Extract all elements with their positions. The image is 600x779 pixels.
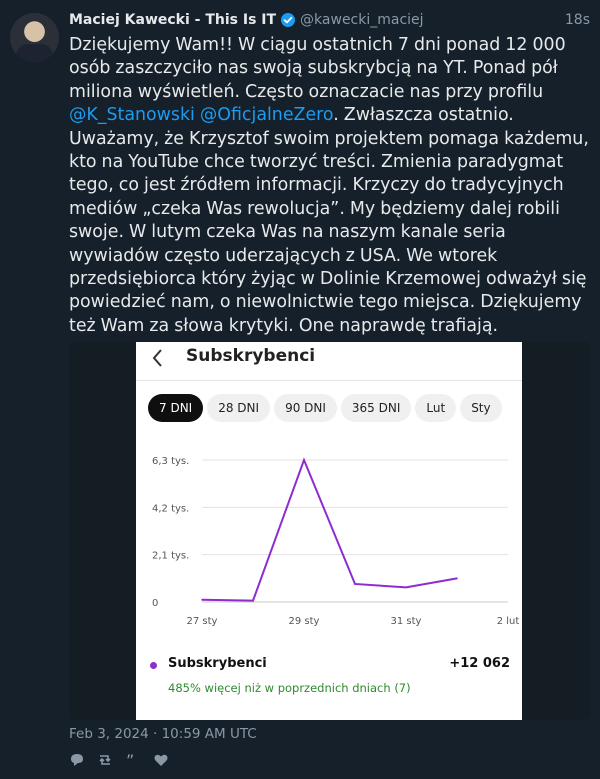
mention-link[interactable]: @OficjalneZero	[199, 105, 334, 126]
data-point	[201, 599, 203, 601]
series-line	[202, 460, 457, 601]
tweet-time[interactable]: 18s	[564, 12, 590, 28]
stat-value: +12 062	[449, 656, 510, 671]
author-name[interactable]: Maciej Kawecki - This Is IT	[69, 12, 277, 28]
data-point	[303, 459, 305, 461]
stat-label: Subskrybenci	[168, 656, 267, 671]
subscribers-chart	[136, 442, 522, 642]
data-point	[252, 600, 254, 602]
tweet-text	[69, 34, 589, 338]
data-point	[456, 578, 458, 580]
back-arrow-icon	[150, 345, 166, 377]
x-tick-label: 29 sty	[288, 616, 320, 627]
tweet-text-part: . Zwłaszcza ostatnio. Uważamy, że Krzysztof swoim projektem pomaga każdemu, kto na YouTube chce tworzyć treści. Zmienia paradygmat tego, co jest źródłem informacji. Krzyczy do tradycyjnych mediów „czeka Was rewolucja”. My będziemy dalej robili swoje. W lutym czeka Was na naszym kanale seria wywiadów często uderzających z USA. We wtorek przedsiębiorca który żyjąc w Dolinie Krzemowej odważył się powiedzieć nam, o niewolnictwie tego miejsca. Dziękujemy też Wam za słowa krytyki. One naprawdę trafiają.	[69, 105, 589, 336]
chip-90-dni: 90 DNI	[274, 394, 337, 422]
x-tick-label: 31 sty	[390, 616, 422, 627]
mention-link[interactable]: @K_Stanowski	[69, 105, 195, 126]
data-point	[405, 587, 407, 589]
y-tick-label: 2,1 tys.	[152, 550, 190, 562]
reply-icon[interactable]	[69, 752, 85, 768]
tweet-text-part: Dziękujemy Wam!! W ciągu ostatnich 7 dni ponad 12 000 osób zaszczyciło nas swoją subskrybcją na YT. Ponad pół miliona wyświetleń. Często oznaczacie nas przy profilu	[69, 35, 566, 102]
tweet-actions	[69, 752, 169, 768]
y-tick-label: 0	[152, 598, 159, 609]
chip-lut: Lut	[415, 394, 456, 422]
stat-comparison: 485% więcej niż w poprzednich dniach (7)	[168, 681, 411, 695]
analytics-screenshot	[136, 342, 522, 720]
x-tick-label: 27 sty	[186, 616, 218, 627]
retweet-icon[interactable]	[97, 752, 113, 768]
svg-text:”: ”	[126, 752, 135, 768]
chip-7-dni: 7 DNI	[148, 394, 203, 422]
series-dot-icon	[150, 662, 157, 669]
stat-row	[148, 656, 510, 676]
chip-28-dni: 28 DNI	[207, 394, 270, 422]
avatar[interactable]	[10, 13, 59, 62]
y-tick-label: 4,2 tys.	[152, 503, 190, 515]
tweet-date[interactable]: Feb 3, 2024 · 10:59 AM UTC	[69, 726, 257, 742]
x-tick-label: 2 lut	[496, 616, 520, 627]
like-icon[interactable]	[153, 752, 169, 768]
card-topbar	[136, 342, 522, 381]
tweet-header	[69, 10, 590, 30]
data-point	[354, 583, 356, 585]
verified-badge-icon	[280, 12, 296, 28]
chip-365-dni: 365 DNI	[341, 394, 411, 422]
chip-sty: Sty	[460, 394, 501, 422]
quote-icon[interactable]	[125, 752, 141, 768]
author-handle[interactable]: @kawecki_maciej	[300, 12, 424, 28]
y-tick-label: 6,3 tys.	[152, 456, 190, 467]
card-title: Subskrybenci	[186, 346, 316, 366]
period-chips	[148, 394, 506, 422]
